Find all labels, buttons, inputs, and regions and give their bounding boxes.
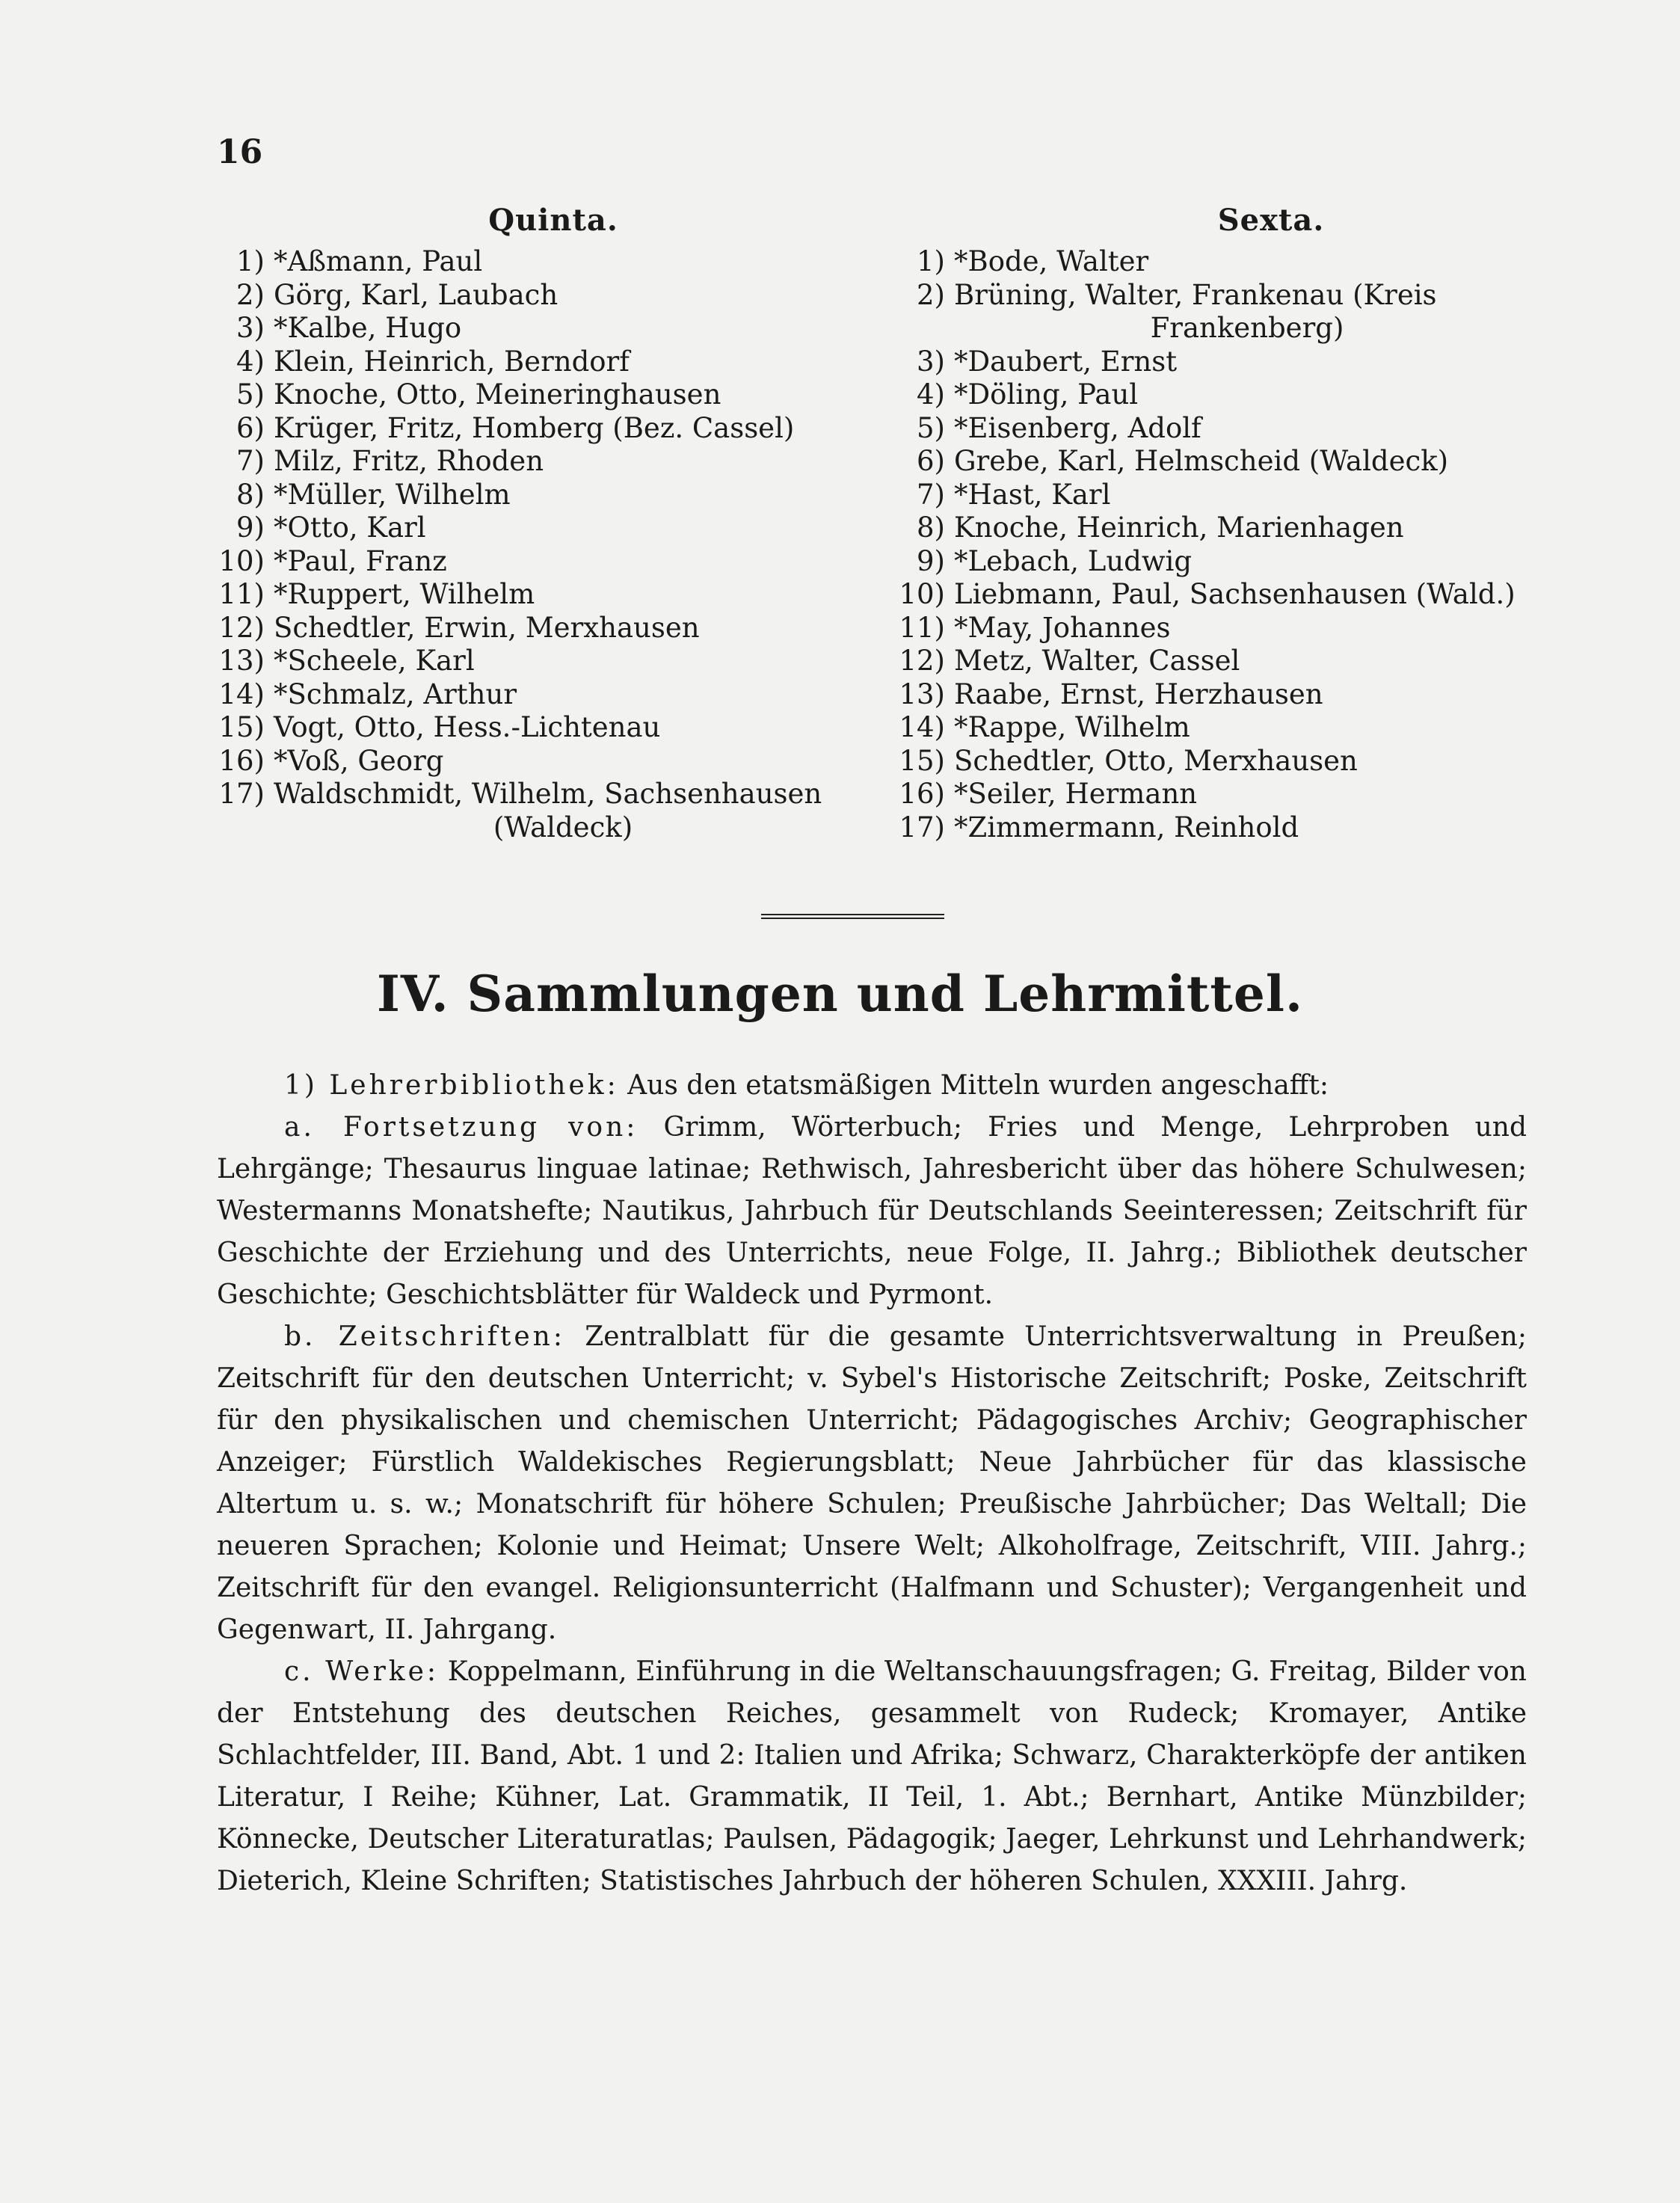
- student-name-text: Grebe, Karl, Helmscheid (Waldeck): [954, 445, 1449, 477]
- student-entry: [882, 711, 1540, 745]
- student-number: 14): [899, 711, 945, 743]
- student-entry: [882, 279, 1540, 345]
- student-number: 15): [218, 711, 265, 743]
- student-number: 10): [899, 578, 945, 610]
- library-intro: [217, 1065, 1527, 1107]
- student-name-text: *Schmalz, Arthur: [274, 678, 517, 710]
- student-name: [274, 578, 852, 612]
- student-number: 9): [236, 511, 265, 544]
- paragraph-c: [217, 1651, 1527, 1902]
- student-name-text: Metz, Walter, Cassel: [954, 645, 1240, 677]
- student-name-text: *Voß, Georg: [274, 744, 444, 777]
- student-name: [274, 778, 852, 844]
- student-entry: [882, 412, 1540, 446]
- student-name: [274, 711, 852, 745]
- student-name: [954, 778, 1540, 811]
- student-number: 4): [236, 345, 265, 378]
- student-entry: [202, 711, 852, 745]
- student-number: 1): [917, 245, 945, 277]
- student-name: [954, 612, 1540, 645]
- student-entry: [882, 778, 1540, 811]
- student-name: [954, 578, 1540, 612]
- library-intro-text: Aus den etatsmäßigen Mitteln wurden angeschafft:: [627, 1070, 1329, 1101]
- sexta-heading: Sexta.: [1217, 203, 1325, 238]
- student-entry: [202, 245, 852, 279]
- student-entry: [882, 545, 1540, 579]
- student-number: 6): [917, 445, 945, 477]
- student-entry: [202, 545, 852, 579]
- library-intro-lead: 1) Lehrerbibliothek:: [284, 1070, 619, 1101]
- student-name: [274, 312, 852, 345]
- student-name: [954, 345, 1540, 379]
- student-number: 1): [236, 245, 265, 277]
- student-number: 9): [917, 544, 945, 577]
- student-entry: [202, 412, 852, 446]
- student-number: 15): [899, 744, 945, 777]
- student-number: 17): [218, 778, 265, 810]
- student-name-continuation: Frankenberg): [1150, 312, 1344, 344]
- student-name-text: *Paul, Franz: [274, 544, 447, 577]
- student-name-text: Schedtler, Erwin, Merxhausen: [274, 611, 700, 644]
- student-number: 12): [218, 611, 265, 644]
- student-name-text: *Döling, Paul: [954, 378, 1139, 411]
- sexta-student-list: [882, 245, 1540, 844]
- student-name-text: Schedtler, Otto, Merxhausen: [954, 744, 1358, 777]
- student-name: [274, 545, 852, 579]
- student-number: 13): [899, 678, 945, 710]
- section-body: [217, 1065, 1527, 1902]
- student-entry: [202, 445, 852, 479]
- student-entry: [202, 745, 852, 778]
- student-entry: [882, 612, 1540, 645]
- paragraph-a: [217, 1107, 1527, 1316]
- student-number: 14): [218, 678, 265, 710]
- student-entry: [882, 345, 1540, 379]
- student-name-text: Knoche, Otto, Meineringhausen: [274, 378, 721, 411]
- student-name-text: Görg, Karl, Laubach: [274, 278, 559, 311]
- student-name-continuation: (Waldeck): [493, 811, 633, 844]
- paragraph-a-text: Grimm, Wörterbuch; Fries und Menge, Lehrproben und Lehrgänge; Thesaurus linguae latinae; Rethwisch, Jahresbericht über das höhere Schulwesen; Westermanns Monatshefte; Nautikus, Jahrbuch für Deutschlands Seeinteressen; Zeitschrift für Geschichte der Erziehung und des Unterrichts, neue Folge, II. Jahrg.; Bibliothek deutscher Geschichte; Geschichtsblätter für Waldeck und Pyrmont.: [217, 1112, 1527, 1310]
- student-number: 8): [917, 511, 945, 544]
- student-name-text: *Müller, Wilhelm: [274, 478, 511, 511]
- student-number: 11): [218, 578, 265, 610]
- quinta-student-list: [202, 245, 852, 844]
- student-name: [954, 511, 1540, 545]
- student-name-text: Knoche, Heinrich, Marienhagen: [954, 511, 1404, 544]
- paragraph-b-text: Zentralblatt für die gesamte Unterrichtsverwaltung in Preußen; Zeitschrift für den deutschen Unterricht; v. Sybel's Historische Zeitschrift; Poske, Zeitschrift für den physikalischen und chemischen Unterricht; Pädagogisches Archiv; Geographischer Anzeiger; Fürstlich Waldekisches Regierungsblatt; Neue Jahrbücher für das klassische Altertum u. s. w.; Monatschrift für höhere Schulen; Preußische Jahrbücher; Das Weltall; Die neueren Sprachen; Kolonie und Heimat; Unsere Welt; Alkoholfrage, Zeitschrift, VIII. Jahrg.; Zeitschrift für den evangel. Religionsunterricht (Halfmann und Schuster); Vergangenheit und Gegenwart, II. Jahrgang.: [217, 1321, 1527, 1645]
- student-name: [954, 811, 1540, 845]
- student-name-text: Raabe, Ernst, Herzhausen: [954, 678, 1323, 710]
- student-number: 7): [917, 478, 945, 511]
- student-name-text: *Zimmermann, Reinhold: [954, 811, 1299, 844]
- student-number: 6): [236, 411, 265, 444]
- student-number: 16): [218, 744, 265, 777]
- section-divider: [761, 914, 944, 919]
- student-name: [954, 279, 1540, 345]
- student-name: [274, 511, 852, 545]
- student-name-text: *Hast, Karl: [954, 478, 1111, 511]
- sexta-column: [882, 196, 1540, 844]
- student-entry: [202, 612, 852, 645]
- student-entry: [202, 479, 852, 512]
- student-number: 17): [899, 811, 945, 844]
- student-name: [954, 745, 1540, 778]
- student-name-text: *Scheele, Karl: [274, 645, 475, 677]
- student-entry: [882, 378, 1540, 412]
- student-name-text: *Daubert, Ernst: [954, 345, 1178, 378]
- student-name-text: Klein, Heinrich, Berndorf: [274, 345, 630, 378]
- student-entry: [202, 645, 852, 678]
- student-name-text: Brüning, Walter, Frankenau (Kreis: [954, 278, 1437, 311]
- student-number: 3): [917, 345, 945, 378]
- student-number: 8): [236, 478, 265, 511]
- student-number: 7): [236, 445, 265, 477]
- student-name: [954, 445, 1540, 479]
- student-name-text: Milz, Fritz, Rhoden: [274, 445, 544, 477]
- student-name-text: *Seiler, Hermann: [954, 778, 1198, 810]
- student-number: 4): [917, 378, 945, 411]
- student-name: [954, 545, 1540, 579]
- student-entry: [202, 511, 852, 545]
- student-entry: [202, 279, 852, 313]
- student-entry: [202, 678, 852, 712]
- paragraph-b-lead: b. Zeitschriften:: [284, 1321, 565, 1352]
- student-name-text: *Kalbe, Hugo: [274, 312, 462, 344]
- student-entry: [882, 445, 1540, 479]
- page-number: 16: [217, 133, 263, 171]
- student-number: 12): [899, 645, 945, 677]
- section-title: IV. Sammlungen und Lehrmittel.: [377, 965, 1303, 1023]
- student-number: 5): [236, 378, 265, 411]
- student-name-text: *Lebach, Ludwig: [954, 544, 1193, 577]
- quinta-heading: Quinta.: [488, 203, 618, 238]
- student-number: 2): [917, 278, 945, 311]
- student-number: 3): [236, 312, 265, 344]
- student-entry: [882, 511, 1540, 545]
- student-name: [274, 345, 852, 379]
- student-number: 11): [899, 611, 945, 644]
- student-entry: [882, 578, 1540, 612]
- student-number: 10): [218, 544, 265, 577]
- student-name: [954, 711, 1540, 745]
- student-entry: [882, 745, 1540, 778]
- student-name: [274, 479, 852, 512]
- quinta-column: [202, 196, 852, 844]
- student-number: 5): [917, 411, 945, 444]
- paragraph-c-text: Koppelmann, Einführung in die Weltanschauungsfragen; G. Freitag, Bilder von der Entstehung des deutschen Reiches, gesammelt von Rudeck; Kromayer, Antike Schlachtfelder, III. Band, Abt. 1 und 2: Italien und Afrika; Schwarz, Charakterköpfe der antiken Literatur, I Reihe; Kühner, Lat. Grammatik, II Teil, 1. Abt.; Bernhart, Antike Münzbilder; Könnecke, Deutscher Literaturatlas; Paulsen, Pädagogik; Jaeger, Lehrkunst und Lehrhandwerk; Dieterich, Kleine Schriften; Statistisches Jahrbuch der höheren Schulen, XXXIII. Jahrg.: [217, 1656, 1527, 1896]
- student-name-text: *Rappe, Wilhelm: [954, 711, 1190, 743]
- student-name: [274, 245, 852, 279]
- student-entry: [882, 678, 1540, 712]
- student-name: [274, 279, 852, 313]
- student-name: [274, 612, 852, 645]
- student-number: 16): [899, 778, 945, 810]
- student-name-text: *Otto, Karl: [274, 511, 426, 544]
- student-name-text: Vogt, Otto, Hess.-Lichtenau: [274, 711, 661, 743]
- student-name: [954, 678, 1540, 712]
- student-name-text: Krüger, Fritz, Homberg (Bez. Cassel): [274, 411, 795, 444]
- student-entry: [882, 245, 1540, 279]
- paragraph-a-lead: a. Fortsetzung von:: [284, 1112, 639, 1143]
- student-name: [954, 479, 1540, 512]
- student-entry: [882, 811, 1540, 845]
- paragraph-c-lead: c. Werke:: [284, 1656, 440, 1687]
- student-entry: [202, 312, 852, 345]
- student-name: [274, 645, 852, 678]
- student-name: [954, 378, 1540, 412]
- paragraph-b: [217, 1316, 1527, 1651]
- student-name-text: *Eisenberg, Adolf: [954, 411, 1201, 444]
- student-entry: [882, 645, 1540, 678]
- student-name: [274, 678, 852, 712]
- student-name: [274, 445, 852, 479]
- student-name: [954, 245, 1540, 279]
- student-name-text: *Aßmann, Paul: [274, 245, 483, 277]
- student-number: 2): [236, 278, 265, 311]
- student-entry: [202, 778, 852, 844]
- student-entry: [202, 578, 852, 612]
- student-entry: [882, 479, 1540, 512]
- student-name: [954, 645, 1540, 678]
- student-entry: [202, 345, 852, 379]
- student-name-text: *Ruppert, Wilhelm: [274, 578, 535, 610]
- student-name-text: *Bode, Walter: [954, 245, 1149, 277]
- student-name-text: Liebmann, Paul, Sachsenhausen (Wald.): [954, 578, 1516, 610]
- student-name: [274, 412, 852, 446]
- student-name: [274, 745, 852, 778]
- student-name: [954, 412, 1540, 446]
- student-entry: [202, 378, 852, 412]
- student-name-text: Waldschmidt, Wilhelm, Sachsenhausen: [274, 778, 822, 810]
- student-name-text: *May, Johannes: [954, 611, 1171, 644]
- student-number: 13): [218, 645, 265, 677]
- student-name: [274, 378, 852, 412]
